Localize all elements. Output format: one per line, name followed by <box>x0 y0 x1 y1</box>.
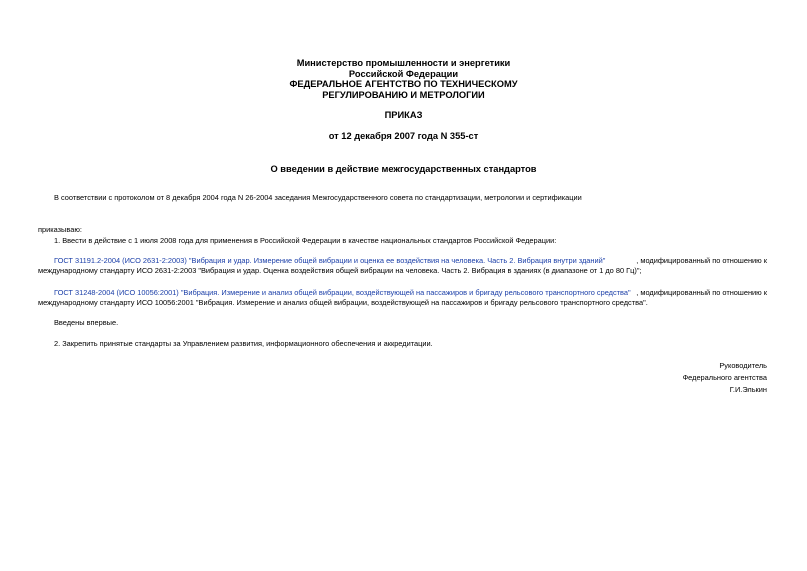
item1-intro: 1. Ввести в действие с 1 июля 2008 года для применения в Российской Федерации в качестве национальных стандартов Российской Федерации: <box>54 236 557 245</box>
standard-1-paragraph <box>38 256 767 276</box>
standard-1-rest: , модифицированный по отношению к <box>636 256 767 265</box>
order-subject: О введении в действие межгосударственных стандартов <box>270 164 537 174</box>
standard-2-paragraph <box>38 288 767 308</box>
standard-2-rest: , модифицированный по отношению к <box>636 288 767 297</box>
standard-2-link[interactable]: ГОСТ 31248-2004 (ИСО 10056:2001) "Вибрация. Измерение и анализ общей вибрации, воздействующей на пассажиров и бригаду рельсового транспортного средства" <box>54 288 631 297</box>
first-time-note: Введены впервые. <box>54 318 119 327</box>
standard-1-first-line <box>38 256 767 266</box>
signatory-name: Г.И.Элькин <box>729 385 767 394</box>
signature-block <box>683 360 767 396</box>
ministry-name: Министерство промышленности и энергетики <box>296 58 511 68</box>
preamble-paragraph: В соответствии с протоколом от 8 декабря 2004 года N 26-2004 заседания Межгосударственного совета по стандартизации, метрологии и сертификации <box>54 193 582 202</box>
agency-name-line2: РЕГУЛИРОВАНИЮ И МЕТРОЛОГИИ <box>322 89 485 100</box>
issuer-header <box>0 58 807 100</box>
order-word: приказываю: <box>38 225 82 234</box>
item2-paragraph: 2. Закрепить принятые стандарты за Управлением развития, информационного обеспечения и аккредитации. <box>54 339 433 348</box>
standard-1-link[interactable]: ГОСТ 31191.2-2004 (ИСО 2631-2:2003) "Вибрация и удар. Измерение общей вибрации и оценка ее воздействия на человека. Часть 2. Вибрация внутри зданий" <box>54 256 606 265</box>
country-name: Российской Федерации <box>348 68 459 79</box>
standard-1-second-line: международному стандарту ИСО 2631-2:2003 "Вибрация и удар. Оценка воздействия общей вибрации на человека. Часть 2. Вибрация в зданиях (в диапазоне от 1 до 80 Гц)"; <box>38 266 642 275</box>
order-title: ПРИКАЗ <box>384 110 423 120</box>
agency-name-line1: ФЕДЕРАЛЬНОЕ АГЕНТСТВО ПО ТЕХНИЧЕСКОМУ <box>289 79 518 90</box>
signatory-position: Руководитель <box>719 361 767 370</box>
order-date: от 12 декабря 2007 года N 355-ст <box>328 131 479 141</box>
standard-2-first-line <box>38 288 767 298</box>
standard-2-second-line: международному стандарту ИСО 10056:2001 "Вибрация. Измерение и анализ общей вибрации, воздействующей на пассажиров и бригаду рельсового транспортного средства". <box>38 298 648 307</box>
signatory-agency: Федерального агентства <box>682 373 767 382</box>
